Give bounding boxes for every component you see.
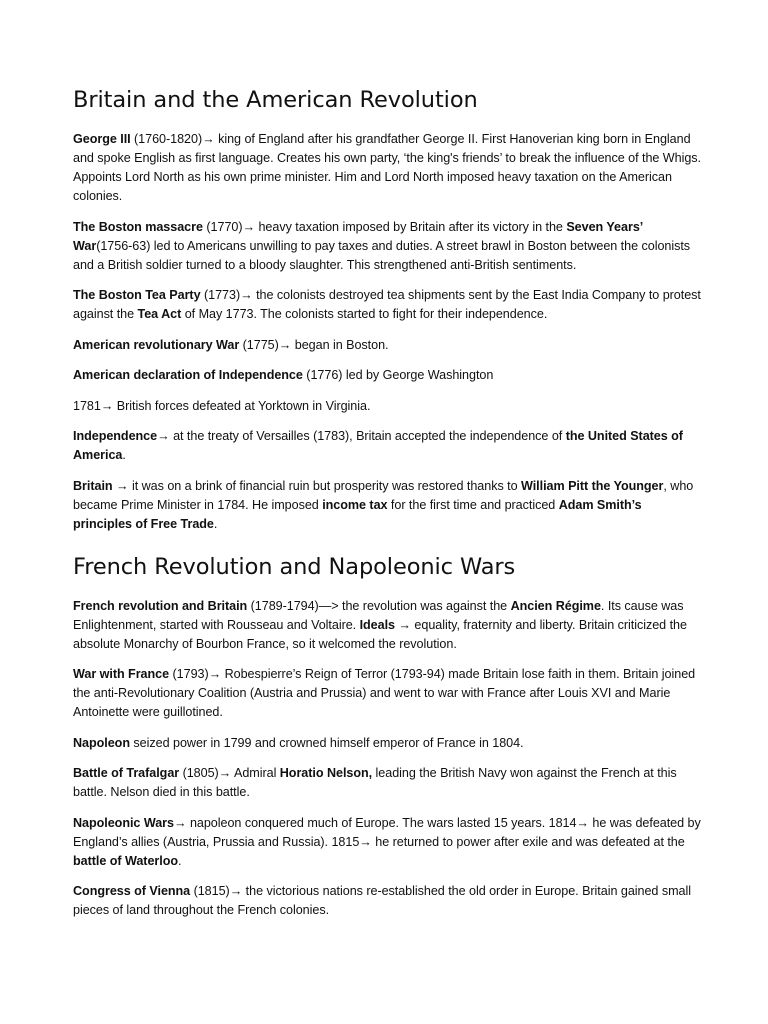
section-heading-american-revolution: Britain and the American Revolution xyxy=(73,87,478,113)
text: (1776) led by George Washington xyxy=(302,368,494,382)
entry-independence xyxy=(73,427,703,465)
entry-boston-tea-party xyxy=(73,286,703,324)
term: battle of Waterloo xyxy=(73,853,178,868)
text: of May 1773. The colonists started to fight for their independence. xyxy=(181,307,548,321)
text: . xyxy=(177,853,182,868)
text: → equality, fraternity and liberty. Britain criticized the absolute Monarchy of Bourbon France, so it welcomed the revolution. xyxy=(73,617,687,651)
text: 1781→ British forces defeated at Yorktown in Virginia. xyxy=(73,398,371,413)
text: (1789-1794)—> the revolution was against the xyxy=(247,598,511,613)
text: (1760-1820)→ king of England after his grandfather George II. First Hanoverian king born in England and spoke English as first language. Creates his own party, ‘the king's friends’ to break the influence of the Whigs. Appoints Lord North as his own prime minister. Him and Lord North imposed heavy taxation on the American colonies. xyxy=(73,132,701,203)
entry-revolutionary-war xyxy=(73,336,703,355)
entry-trafalgar xyxy=(73,764,703,802)
text: → napoleon conquered much of Europe. The wars lasted 15 years. 1814→ he was defeated by England’s allies (Austria, Prussia and Russia). 1815→ he returned to power after exile and was defeated at the xyxy=(73,815,701,849)
text: → it was on a brink of financial ruin but prosperity was restored thanks to xyxy=(112,478,521,493)
text: for the first time and practiced xyxy=(387,497,559,512)
text: , who became Prime Minister in 1784. He imposed xyxy=(73,478,694,512)
term: Britain xyxy=(73,478,113,493)
text: . xyxy=(122,448,126,462)
entry-napoleon xyxy=(73,734,703,753)
entry-war-with-france xyxy=(73,665,703,722)
term: Adam Smith’s principles of Free Trade xyxy=(73,497,642,531)
term: George III xyxy=(73,132,131,146)
text: (1815)→ the victorious nations re-established the old order in Europe. Britain gained small pieces of land throughout the French colonies. xyxy=(73,884,691,917)
term: Ideals xyxy=(359,617,395,632)
term: Napoleon xyxy=(73,735,130,750)
entry-french-revolution xyxy=(73,597,703,654)
term: The Boston Tea Party xyxy=(73,288,201,302)
term: William Pitt the Younger xyxy=(521,478,664,493)
term: Independence xyxy=(73,429,158,443)
term: American declaration of Independence xyxy=(73,368,303,382)
text: → at the treaty of Versailles (1783), Britain accepted the independence of xyxy=(157,429,566,443)
term: Tea Act xyxy=(137,307,182,321)
entry-congress-of-vienna xyxy=(73,882,703,920)
document-page xyxy=(73,84,703,932)
text: . Its cause was Enlightenment, started with Rousseau and Voltaire. xyxy=(73,598,684,632)
text: (1773)→ the colonists destroyed tea shipments sent by the East India Company to protest against the xyxy=(73,288,701,321)
entry-declaration-of-independence xyxy=(73,366,703,385)
section-heading-french-revolution: French Revolution and Napoleonic Wars xyxy=(73,553,516,580)
term: Congress of Vienna xyxy=(73,884,191,898)
text: (1770)→ heavy taxation imposed by Britain after its victory in the xyxy=(202,219,567,234)
text: . xyxy=(213,516,218,531)
text: (1805)→ Admiral xyxy=(179,766,280,780)
entry-boston-massacre xyxy=(73,218,703,275)
term: War with France xyxy=(73,667,170,681)
term: Napoleonic Wars xyxy=(73,815,174,830)
term: American revolutionary War xyxy=(73,337,240,352)
entry-napoleonic-wars xyxy=(73,814,703,871)
text: (1793)→ Robespierre’s Reign of Terror (1793-94) made Britain lose faith in them. Britain joined the anti-Revolutionary Coalition (Austria and Prussia) and went to war with France after Louis XVI and Marie Antoinette were guillotined. xyxy=(73,667,696,719)
term: income tax xyxy=(322,497,388,512)
text: (1756-63) led to Americans unwilling to pay taxes and duties. A street brawl in Boston between the colonists and a British soldier turned to a bloody slaughter. This strengthened anti-British sentiments. xyxy=(73,238,691,272)
text: leading the British Navy won against the French at this battle. Nelson died in this battle. xyxy=(73,766,677,799)
text: seized power in 1799 and crowned himself emperor of France in 1804. xyxy=(129,735,524,750)
term: The Boston massacre xyxy=(73,219,203,234)
entry-britain xyxy=(73,477,703,534)
term: Horatio Nelson, xyxy=(279,766,373,780)
term: the United States of America xyxy=(73,429,683,462)
term: Seven Years’ War xyxy=(73,219,643,253)
entry-george-iii xyxy=(73,130,703,206)
term: French revolution and Britain xyxy=(73,598,248,613)
term: Ancien Régime xyxy=(510,598,601,613)
entry-yorktown xyxy=(73,397,703,416)
text: (1775)→ began in Boston. xyxy=(239,337,389,352)
term: Battle of Trafalgar xyxy=(73,766,180,780)
